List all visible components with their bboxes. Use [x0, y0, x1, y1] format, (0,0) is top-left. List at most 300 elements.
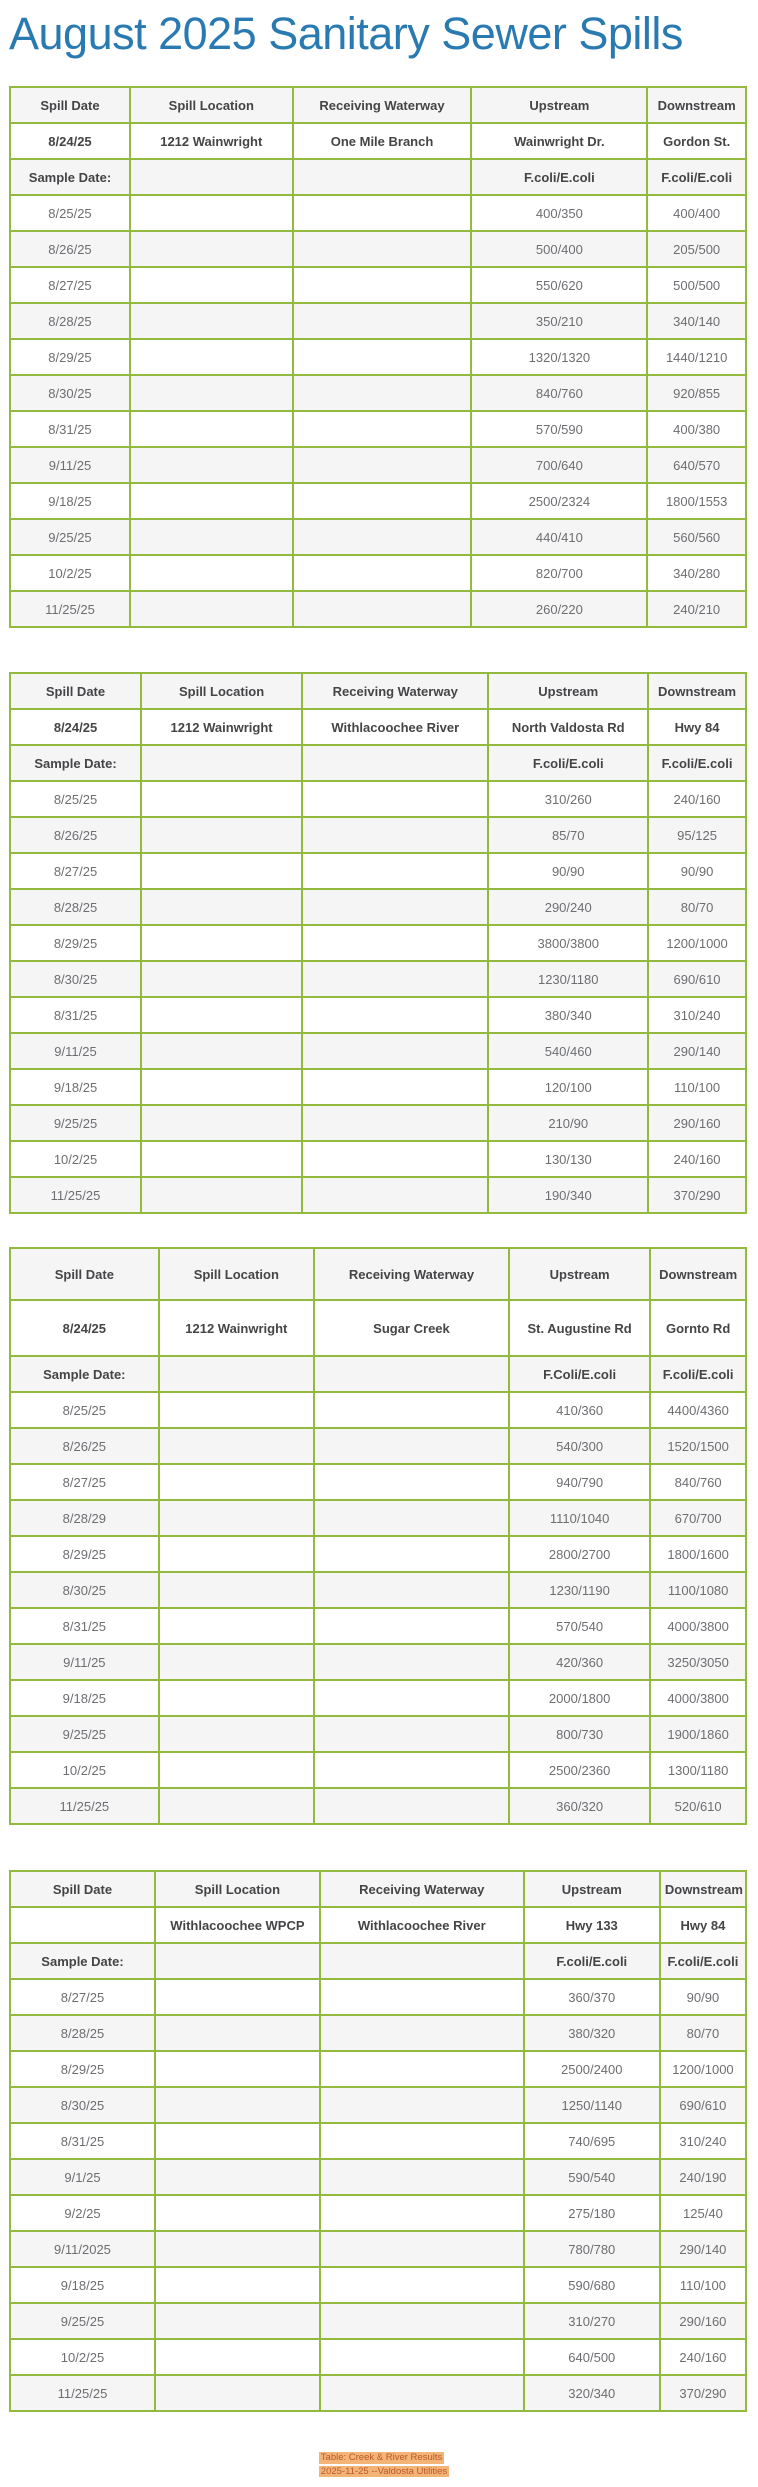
table-cell [159, 1752, 314, 1788]
table-row [10, 2375, 746, 2411]
table-cell: 800/730 [509, 1716, 650, 1752]
table-cell: 2800/2700 [509, 1536, 650, 1572]
table-cell [314, 1788, 509, 1824]
table-cell: 310/240 [648, 997, 746, 1033]
table-cell: Spill Location [130, 87, 293, 123]
table-cell: 8/28/25 [10, 889, 141, 925]
table-cell: 370/290 [660, 2375, 746, 2411]
table-row [10, 961, 746, 997]
table-cell: 9/11/25 [10, 1644, 159, 1680]
table-cell: 1110/1040 [509, 1500, 650, 1536]
table-cell: 8/31/25 [10, 2123, 155, 2159]
table-row [10, 1428, 746, 1464]
table-cell [302, 1033, 488, 1069]
table-cell: Spill Date [10, 87, 130, 123]
table-cell: 690/610 [660, 2087, 746, 2123]
table-cell [314, 1536, 509, 1572]
table-cell: 9/18/25 [10, 483, 130, 519]
table-cell: 740/695 [524, 2123, 660, 2159]
spill-table-sugar-creek [9, 1247, 747, 1825]
table-row [10, 2051, 746, 2087]
table-cell: 840/760 [650, 1464, 746, 1500]
table-cell: 8/31/25 [10, 997, 141, 1033]
table-cell [302, 889, 488, 925]
table-cell: 11/25/25 [10, 2375, 155, 2411]
table-cell: 570/590 [471, 411, 647, 447]
table-cell: 1200/1000 [648, 925, 746, 961]
table-cell: 9/1/25 [10, 2159, 155, 2195]
table-cell [141, 997, 302, 1033]
table-row [10, 817, 746, 853]
table-cell: Downstream [647, 87, 746, 123]
table-cell [155, 2339, 320, 2375]
table-cell [141, 925, 302, 961]
table-cell: 1900/1860 [650, 1716, 746, 1752]
table-cell [302, 745, 488, 781]
table-cell [130, 339, 293, 375]
table-cell: F.coli/E.coli [648, 745, 746, 781]
table-cell [302, 961, 488, 997]
table-cell: 8/24/25 [10, 1300, 159, 1356]
table-cell [155, 2267, 320, 2303]
table-cell: 290/140 [660, 2231, 746, 2267]
table-cell [141, 817, 302, 853]
table-cell: F.Coli/E.coli [509, 1356, 650, 1392]
table-cell: 190/340 [488, 1177, 648, 1213]
table-cell: 11/25/25 [10, 1177, 141, 1213]
table-cell: 920/855 [647, 375, 746, 411]
table-cell: 500/400 [471, 231, 647, 267]
table-cell: Gordon St. [647, 123, 746, 159]
table-cell: 9/25/25 [10, 2303, 155, 2339]
table-cell: 4400/4360 [650, 1392, 746, 1428]
table-cell: Withlacoochee River [320, 1907, 524, 1943]
table-cell: Wainwright Dr. [471, 123, 647, 159]
table-cell: 520/610 [650, 1788, 746, 1824]
table-cell: 2500/2400 [524, 2051, 660, 2087]
table-cell [159, 1644, 314, 1680]
table-cell [302, 997, 488, 1033]
table-row [10, 853, 746, 889]
table-cell: 130/130 [488, 1141, 648, 1177]
table-cell [130, 303, 293, 339]
table-cell: 8/27/25 [10, 267, 130, 303]
table-cell: 840/760 [471, 375, 647, 411]
table-cell [314, 1500, 509, 1536]
table-cell [159, 1464, 314, 1500]
table-cell: Sample Date: [10, 159, 130, 195]
table-cell: Spill Date [10, 1871, 155, 1907]
table-cell: 2500/2360 [509, 1752, 650, 1788]
table-cell [320, 2159, 524, 2195]
table-cell [141, 853, 302, 889]
table-cell: 1200/1000 [660, 2051, 746, 2087]
table-cell [159, 1536, 314, 1572]
table-cell [293, 519, 472, 555]
table-cell [293, 375, 472, 411]
table-cell [293, 267, 472, 303]
table-cell: 80/70 [660, 2015, 746, 2051]
table-cell: 310/260 [488, 781, 648, 817]
table-cell: F.coli/E.coli [488, 745, 648, 781]
table-cell: 8/29/25 [10, 925, 141, 961]
table-cell: F.coli/E.coli [650, 1356, 746, 1392]
table-cell: 110/100 [648, 1069, 746, 1105]
table-cell: 340/280 [647, 555, 746, 591]
table-cell: 290/240 [488, 889, 648, 925]
table-cell: Spill Location [141, 673, 302, 709]
table-cell: 8/29/25 [10, 339, 130, 375]
table-cell: 8/29/25 [10, 2051, 155, 2087]
table-cell [155, 2303, 320, 2339]
table-cell: 380/320 [524, 2015, 660, 2051]
table-cell: 540/300 [509, 1428, 650, 1464]
table-cell: 1212 Wainwright [141, 709, 302, 745]
table-row [10, 411, 746, 447]
table-cell: Upstream [471, 87, 647, 123]
table-cell [293, 303, 472, 339]
table-row [10, 2123, 746, 2159]
table-row [10, 1536, 746, 1572]
table-row [10, 483, 746, 519]
table-cell: 11/25/25 [10, 591, 130, 627]
table-row [10, 267, 746, 303]
table-cell [141, 1033, 302, 1069]
table-cell: 350/210 [471, 303, 647, 339]
table-cell: 8/25/25 [10, 195, 130, 231]
table-cell: Receiving Waterway [320, 1871, 524, 1907]
table-cell: 290/140 [648, 1033, 746, 1069]
spill-info-row [10, 1300, 746, 1356]
table-cell [159, 1716, 314, 1752]
table-cell: 700/640 [471, 447, 647, 483]
table-cell: 210/90 [488, 1105, 648, 1141]
table-cell [314, 1428, 509, 1464]
table-cell [141, 1069, 302, 1105]
table-cell: 90/90 [648, 853, 746, 889]
table-cell: 240/160 [648, 781, 746, 817]
table-cell [320, 2303, 524, 2339]
table-cell [320, 1979, 524, 2015]
table-cell: 590/540 [524, 2159, 660, 2195]
caption-line-1: Table: Creek & River Results [320, 2452, 443, 2463]
caption-line-2: 2025-11-25 --Valdosta Utilities [320, 2465, 448, 2477]
spill-table-one-mile-branch [9, 86, 747, 628]
table-cell: 290/160 [660, 2303, 746, 2339]
table-cell: 9/11/25 [10, 1033, 141, 1069]
table-cell: 9/11/25 [10, 447, 130, 483]
table-cell: 9/25/25 [10, 519, 130, 555]
table-cell: 8/31/25 [10, 411, 130, 447]
table-cell: North Valdosta Rd [488, 709, 648, 745]
table-cell [302, 817, 488, 853]
table-row [10, 447, 746, 483]
table-cell: 8/26/25 [10, 817, 141, 853]
table-cell: 95/125 [648, 817, 746, 853]
sample-date-row [10, 1943, 746, 1979]
table-cell [141, 889, 302, 925]
table-cell: 80/70 [648, 889, 746, 925]
table-cell [155, 2159, 320, 2195]
table-cell [155, 2051, 320, 2087]
table-cell [302, 1141, 488, 1177]
table-cell: 8/30/25 [10, 1572, 159, 1608]
table-cell [159, 1680, 314, 1716]
page-title: August 2025 Sanitary Sewer Spills [9, 8, 683, 59]
table-row [10, 925, 746, 961]
table-row [10, 1033, 746, 1069]
table-row [10, 1608, 746, 1644]
table-cell: Spill Location [159, 1248, 314, 1300]
table-row [10, 231, 746, 267]
table-cell: 8/31/25 [10, 1608, 159, 1644]
table-cell: One Mile Branch [293, 123, 472, 159]
table-cell: 4000/3800 [650, 1680, 746, 1716]
table-cell: 240/210 [647, 591, 746, 627]
table-cell [130, 411, 293, 447]
table-cell: 1300/1180 [650, 1752, 746, 1788]
table-cell [155, 2375, 320, 2411]
table-cell: 310/240 [660, 2123, 746, 2159]
sample-date-row [10, 159, 746, 195]
table-cell [293, 339, 472, 375]
table-cell [314, 1752, 509, 1788]
table-cell [320, 2087, 524, 2123]
table-row [10, 2195, 746, 2231]
table-cell [159, 1500, 314, 1536]
sample-date-row [10, 745, 746, 781]
table-cell [130, 159, 293, 195]
table-cell [159, 1356, 314, 1392]
table-cell [314, 1716, 509, 1752]
table-cell: 240/160 [660, 2339, 746, 2375]
table-cell [159, 1788, 314, 1824]
table-cell: F.coli/E.coli [647, 159, 746, 195]
table-cell: 400/350 [471, 195, 647, 231]
table-cell [320, 2375, 524, 2411]
table-cell: 410/360 [509, 1392, 650, 1428]
table-row [10, 2339, 746, 2375]
table-cell: Downstream [650, 1248, 746, 1300]
table-row [10, 195, 746, 231]
table-cell: 340/140 [647, 303, 746, 339]
table-cell: 260/220 [471, 591, 647, 627]
table-caption [9, 2432, 749, 2487]
table-cell: 85/70 [488, 817, 648, 853]
table-row [10, 1500, 746, 1536]
table-cell: Downstream [660, 1871, 746, 1907]
table-cell: Sample Date: [10, 1356, 159, 1392]
table-cell: 9/18/25 [10, 2267, 155, 2303]
table-cell: Receiving Waterway [314, 1248, 509, 1300]
table-cell: 10/2/25 [10, 1141, 141, 1177]
table-cell: 1212 Wainwright [159, 1300, 314, 1356]
table-cell: 360/370 [524, 1979, 660, 2015]
table-cell [141, 1105, 302, 1141]
spill-info-row [10, 123, 746, 159]
table-cell: 8/25/25 [10, 781, 141, 817]
table-cell: 8/28/25 [10, 2015, 155, 2051]
caption-line-1-wrap [319, 2450, 449, 2464]
table-cell: Sample Date: [10, 1943, 155, 1979]
table-cell [155, 2195, 320, 2231]
table-row [10, 1464, 746, 1500]
table-cell: 500/500 [647, 267, 746, 303]
table-cell [314, 1392, 509, 1428]
table-cell [293, 555, 472, 591]
table-cell: 380/340 [488, 997, 648, 1033]
table-cell [141, 961, 302, 997]
table-row [10, 555, 746, 591]
table-cell: 240/160 [648, 1141, 746, 1177]
table-cell: F.coli/E.coli [524, 1943, 660, 1979]
table-cell [320, 2195, 524, 2231]
table-cell [302, 1177, 488, 1213]
table-cell: 11/25/25 [10, 1788, 159, 1824]
table-cell: 690/610 [648, 961, 746, 997]
table-cell: Hwy 84 [660, 1907, 746, 1943]
table-cell [302, 925, 488, 961]
table-cell: 2000/1800 [509, 1680, 650, 1716]
table-row [10, 375, 746, 411]
table-cell: 640/570 [647, 447, 746, 483]
table-cell [155, 2015, 320, 2051]
table-cell: 205/500 [647, 231, 746, 267]
table-cell [320, 2015, 524, 2051]
table-cell [293, 483, 472, 519]
table-row [10, 303, 746, 339]
table-cell [293, 411, 472, 447]
table-cell [130, 591, 293, 627]
table-cell: Spill Date [10, 1248, 159, 1300]
table-cell [10, 1907, 155, 1943]
table-cell: Sample Date: [10, 745, 141, 781]
header-row [10, 1248, 746, 1300]
table-cell: 1250/1140 [524, 2087, 660, 2123]
table-cell [155, 2087, 320, 2123]
table-cell: 10/2/25 [10, 1752, 159, 1788]
table-cell: Downstream [648, 673, 746, 709]
table-cell: Upstream [488, 673, 648, 709]
table-cell [130, 519, 293, 555]
table-cell: 940/790 [509, 1464, 650, 1500]
sample-date-row [10, 1356, 746, 1392]
table-cell: 540/460 [488, 1033, 648, 1069]
table-cell: 1520/1500 [650, 1428, 746, 1464]
table-cell: 1100/1080 [650, 1572, 746, 1608]
table-cell [293, 195, 472, 231]
table-cell [155, 2231, 320, 2267]
table-cell: 9/18/25 [10, 1680, 159, 1716]
table-cell: Withlacoochee WPCP [155, 1907, 320, 1943]
table-cell: 570/540 [509, 1608, 650, 1644]
table-cell: F.coli/E.coli [471, 159, 647, 195]
table-row [10, 1392, 746, 1428]
table-cell [293, 447, 472, 483]
table-row [10, 2267, 746, 2303]
table-cell: 9/18/25 [10, 1069, 141, 1105]
table-row [10, 1141, 746, 1177]
table-cell: 8/25/25 [10, 1392, 159, 1428]
table-cell: 90/90 [488, 853, 648, 889]
header-row [10, 1871, 746, 1907]
table-cell: Receiving Waterway [293, 87, 472, 123]
table-row [10, 2231, 746, 2267]
table-cell: 1800/1600 [650, 1536, 746, 1572]
table-cell [314, 1608, 509, 1644]
table-cell: 400/380 [647, 411, 746, 447]
table-cell: 90/90 [660, 1979, 746, 2015]
table-cell: 10/2/25 [10, 555, 130, 591]
table-row [10, 1979, 746, 2015]
table-cell: Hwy 133 [524, 1907, 660, 1943]
table-cell: 1230/1180 [488, 961, 648, 997]
table-cell: 820/700 [471, 555, 647, 591]
header-row [10, 87, 746, 123]
table-cell: 8/26/25 [10, 1428, 159, 1464]
table-cell: Upstream [509, 1248, 650, 1300]
table-cell [320, 2051, 524, 2087]
table-cell [141, 745, 302, 781]
table-row [10, 2159, 746, 2195]
table-cell [320, 2339, 524, 2375]
table-cell [293, 591, 472, 627]
table-cell [302, 781, 488, 817]
table-cell [130, 267, 293, 303]
table-cell [314, 1356, 509, 1392]
table-cell: Receiving Waterway [302, 673, 488, 709]
table-cell: 8/26/25 [10, 231, 130, 267]
table-cell: 3800/3800 [488, 925, 648, 961]
table-cell [314, 1464, 509, 1500]
table-cell: Sugar Creek [314, 1300, 509, 1356]
table-row [10, 339, 746, 375]
table-cell: 420/360 [509, 1644, 650, 1680]
table-cell: 370/290 [648, 1177, 746, 1213]
table-cell [155, 1979, 320, 2015]
table-row [10, 1752, 746, 1788]
table-cell: 4000/3800 [650, 1608, 746, 1644]
table-row [10, 1572, 746, 1608]
table-cell: 320/340 [524, 2375, 660, 2411]
table-row [10, 2015, 746, 2051]
table-cell [130, 447, 293, 483]
table-row [10, 2087, 746, 2123]
table-row [10, 997, 746, 1033]
spill-table-withlacoochee-wpcp [9, 1870, 747, 2412]
table-cell: 8/27/25 [10, 1979, 155, 2015]
table-cell: 8/29/25 [10, 1536, 159, 1572]
header-row [10, 673, 746, 709]
table-cell [302, 1069, 488, 1105]
table-cell [130, 375, 293, 411]
table-cell: Upstream [524, 1871, 660, 1907]
table-cell: Withlacoochee River [302, 709, 488, 745]
table-cell: 240/190 [660, 2159, 746, 2195]
table-cell: 640/500 [524, 2339, 660, 2375]
table-row [10, 1069, 746, 1105]
table-cell: 8/30/25 [10, 961, 141, 997]
table-row [10, 1680, 746, 1716]
table-row [10, 1716, 746, 1752]
table-cell [320, 2123, 524, 2159]
table-cell: 9/2/25 [10, 2195, 155, 2231]
table-cell [130, 483, 293, 519]
table-cell: 10/2/25 [10, 2339, 155, 2375]
table-cell: 9/11/2025 [10, 2231, 155, 2267]
table-cell [159, 1572, 314, 1608]
table-cell: 8/28/29 [10, 1500, 159, 1536]
